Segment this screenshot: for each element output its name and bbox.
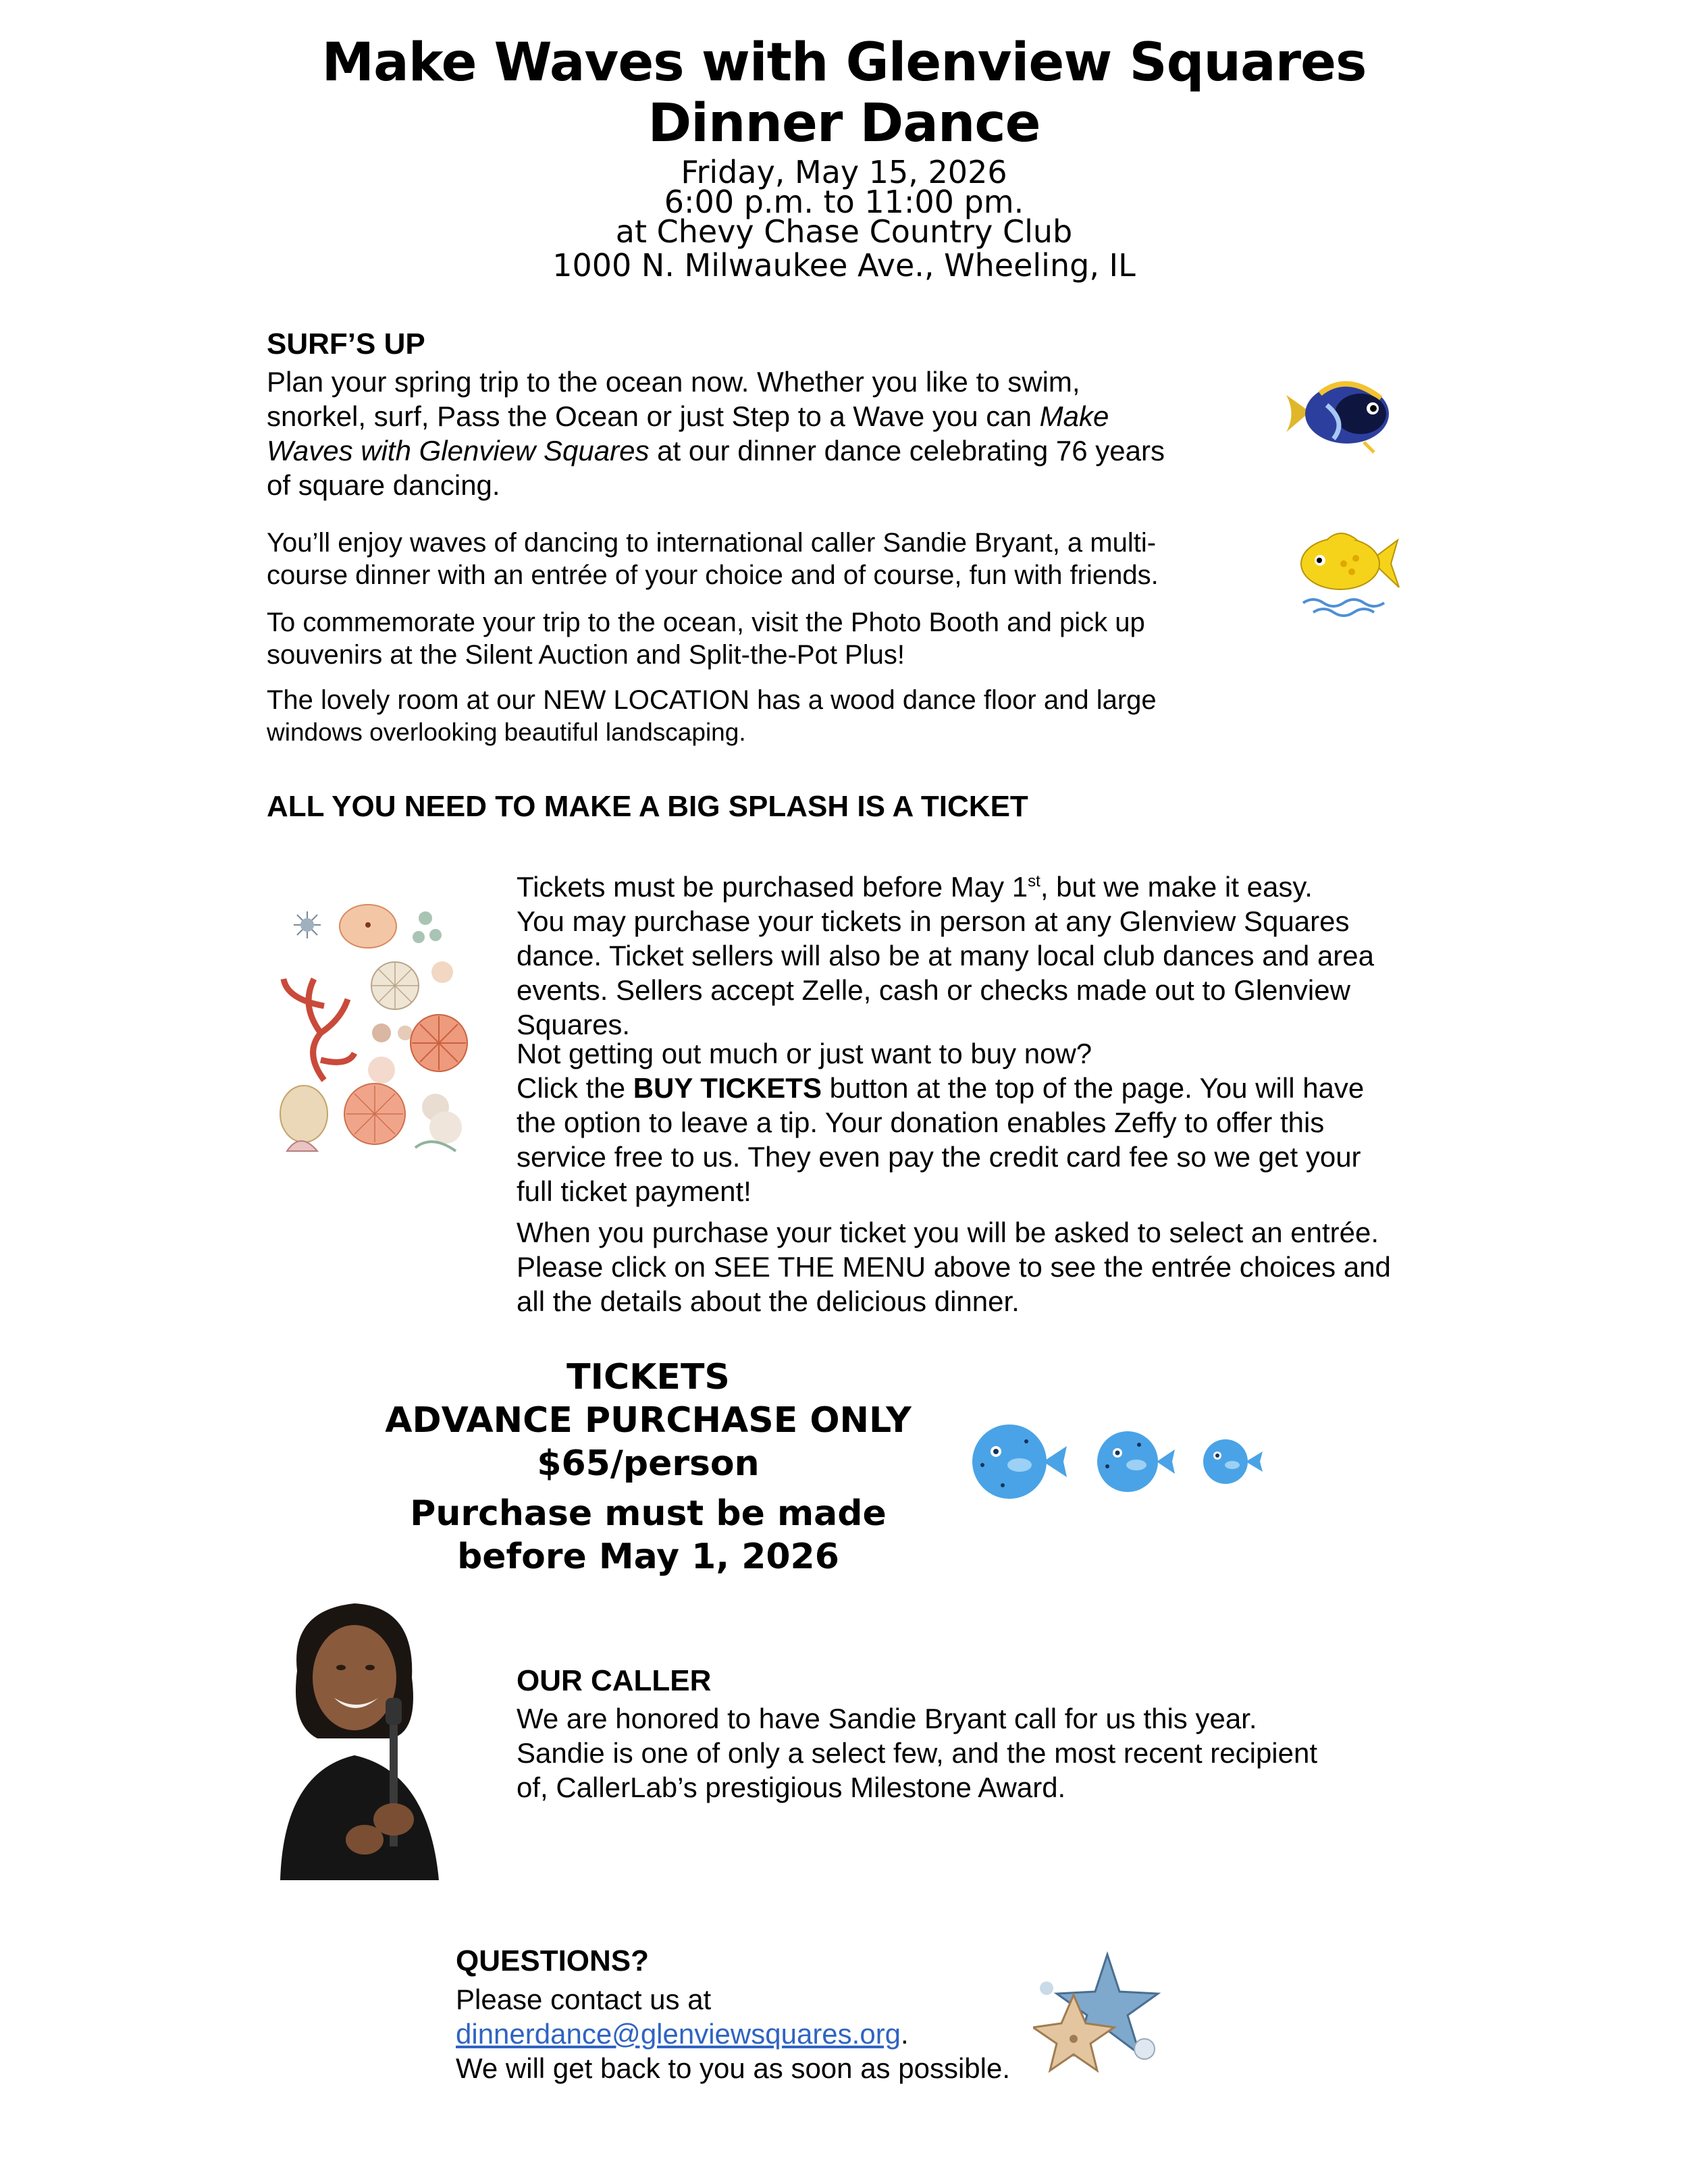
surf-heading: SURF’S UP: [267, 327, 425, 361]
surf-paragraph-location: The lovely room at our NEW LOCATION has a wood dance floor and large windows overlooking beautiful landscaping.: [267, 685, 1157, 746]
event-subtitle: Dinner Dance: [648, 93, 1040, 154]
caller-photo: [270, 1597, 446, 1880]
ticket-purchase-paragraph: Tickets must be purchased before May 1st, but we make it easy. You may purchase your tickets in person at any Glenview Squares dance. Ticket sellers will also be at many local club dances and area events. Sellers accept Zelle, cash or checks made out to Glenview Squares.: [517, 871, 1375, 1040]
entree-paragraph: When you purchase your ticket you will be asked to select an entrée. Please click on SEE THE MENU above to see the entrée choices and all the details about the delicious dinner.: [517, 1217, 1391, 1317]
event-time: 6:00 p.m. to 11:00 pm.: [664, 184, 1024, 220]
yellow-fish-icon: [1290, 523, 1404, 621]
caller-description: We are honored to have Sandie Bryant call for us this year. Sandie is one of only a select few, and the most recent recipient of, CallerLab’s prestigious Milestone Award.: [517, 1703, 1318, 1803]
surf-paragraph-dancing: You’ll enjoy waves of dancing to international caller Sandie Bryant, a multi- course dinner with an entrée of your choice and of course, fun with friends.: [267, 528, 1159, 590]
surf-paragraph-souvenirs: To commemorate your trip to the ocean, visit the Photo Booth and pick up souvenirs at the Silent Auction and Split-the-Pot Plus!: [267, 608, 1145, 670]
blue-tang-fish-icon: [1280, 375, 1394, 456]
event-date: Friday, May 15, 2026: [681, 154, 1007, 190]
questions-contact: Please contact us at dinnerdance@glenviewsquares.org. We will get back to you as soon as possible.: [456, 1983, 1010, 2084]
caller-heading: OUR CALLER: [517, 1664, 712, 1697]
event-title: Make Waves with Glenview Squares: [321, 32, 1367, 93]
deadline-line2: before May 1, 2026: [457, 1537, 839, 1577]
deadline-line1: Purchase must be made: [410, 1493, 887, 1534]
tickets-heading: TICKETS: [566, 1357, 730, 1397]
advance-purchase-label: ADVANCE PURCHASE ONLY: [385, 1400, 912, 1441]
surf-intro: Plan your spring trip to the ocean now. Whether you like to swim, snorkel, surf, Pass the Ocean or just Step to a Wave you can Make Waves with Glenview Squares at our dinner dance celebrating 76 years of square dancing.: [267, 366, 1165, 501]
ticket-price: $65/person: [537, 1443, 760, 1484]
event-address: 1000 N. Milwaukee Ave., Wheeling, IL: [552, 247, 1136, 284]
buy-tickets-reference: BUY TICKETS: [633, 1072, 822, 1104]
starfish-icon: [1033, 1948, 1168, 2073]
pufferfish-icon: [962, 1418, 1273, 1506]
questions-heading: QUESTIONS?: [456, 1944, 650, 1977]
seashells-illustration-icon: [273, 898, 469, 1168]
contact-email-link[interactable]: dinnerdance@glenviewsquares.org: [456, 2018, 901, 2050]
ticket-heading: ALL YOU NEED TO MAKE A BIG SPLASH IS A TICKET: [267, 790, 1028, 823]
event-venue: at Chevy Chase Country Club: [615, 213, 1073, 250]
buy-online-paragraph: Not getting out much or just want to buy now? Click the BUY TICKETS button at the top of the page. You will have the option to leave a tip. Your donation enables Zeffy to offer this service free to us. They even pay the credit card fee so we get your full ticket payment!: [517, 1038, 1365, 1207]
